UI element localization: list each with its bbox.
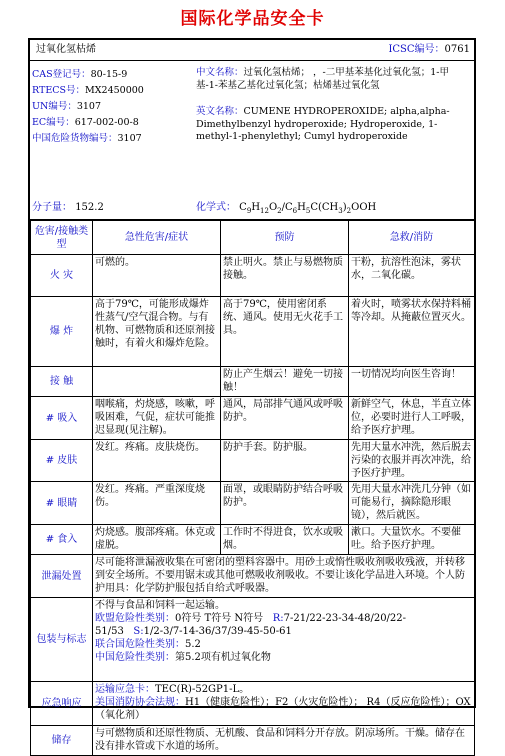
packaging-row xyxy=(31,598,475,682)
header-type: 危害/接触类型 xyxy=(31,221,93,255)
rtecs-number: RTECS号：MX2450000 xyxy=(32,85,144,96)
card-title: 国际化学品安全卡 xyxy=(180,9,325,29)
chemical-formula: 化学式： $C_9H_{12}O_2/C_6H_5C(CH_3)_2OOH$ xyxy=(196,202,377,215)
emergency-row xyxy=(31,682,475,726)
safety-card xyxy=(28,38,476,752)
name-row xyxy=(30,40,474,61)
packaging-label: 包装与标志 xyxy=(31,598,93,682)
chinese-name: 中文名称：过氧化氢枯烯； ，-二甲基苯基化过氧化氢；1-甲基-1-苯基乙基化过氧化氢；枯烯基过氧化氢 xyxy=(196,67,450,91)
storage-text: 与可燃物质和还原性物质、无机酸、食品和饲料分开存放。阴凉场所。干燥。储存在没有排水管或下水道的场所。 xyxy=(93,726,475,756)
english-name: 英文名称：CUMENE HYDROPEROXIDE; alpha,alpha-Dimethylbenzyl hydroperoxide; Hydroperoxide, 1-methyl-1-phenylethyl; Cumyl hydroperoxide xyxy=(196,106,450,142)
ec-number: EC编号：617-002-00-8 xyxy=(32,117,139,128)
table-row: # 食入 灼烧感。腹部疼痛。休克或虚脱。 工作时不得进食，饮水或吸烟。 漱口。大量饮水。不要催吐。给予医疗护理。 xyxy=(31,525,475,555)
identification-block xyxy=(30,61,474,220)
header-prevention: 预防 xyxy=(221,221,349,255)
spill-label: 泄漏处置 xyxy=(31,555,93,598)
table-row: # 吸入 咽喉痛，灼烧感，咳嗽，呼吸困难，气促，症状可能推迟显现(见注解)。 通风，局部排气通风或呼吸防护。 新鲜空气，休息，半直立体位，必要时进行人工呼吸，给予医疗护理。 xyxy=(31,397,475,440)
names-block xyxy=(196,67,468,144)
storage-row xyxy=(31,726,475,756)
table-row: 接 触 防止产生烟云！避免一切接触！ 一切情况均向医生咨询！ xyxy=(31,367,475,397)
cn-dangerous-goods-number: 中国危险货物编号：3107 xyxy=(32,133,142,144)
icsc-label: ICSC编号： xyxy=(388,44,445,55)
spill-row xyxy=(31,555,475,598)
identifier-list xyxy=(32,67,190,147)
table-row: # 眼睛 发红。疼痛。严重深度烧伤。 面罩，或眼睛防护结合呼吸防护。 先用大量水冲洗几分钟（如可能易行，摘除隐形眼镜），然后就医。 xyxy=(31,482,475,525)
packaging-text: 不得与食品和饲料一起运输。 欧盟危险性类别：0符号 T符号 N符号 R:7-21/22-23-34-48/20/22-51/53 S:1/2-3/7-14-36/37/39-45-50-61 联合国危险性类别：5.2 中国危险性类别：第5.2项有机过氧化物 xyxy=(93,598,475,682)
table-row: # 皮肤 发红。疼痛。皮肤烧伤。 防护手套。防护服。 先用大量水冲洗，然后脱去污染的衣服并再次冲洗，给予医疗护理。 xyxy=(31,440,475,482)
chemical-name: 过氧化氢枯烯 xyxy=(36,44,96,55)
cas-number: CAS登记号：80-15-9 xyxy=(32,69,128,80)
icsc-value: 0761 xyxy=(444,44,470,55)
table-row: 火 灾 可燃的。 禁止明火。禁止与易燃物质接触。 干粉，抗溶性泡沫，雾状水，二氧化碳。 xyxy=(31,255,475,297)
molecular-weight: 分子量： 152.2 xyxy=(32,202,104,213)
storage-label: 储存 xyxy=(31,726,93,756)
header-first-aid: 急救/消防 xyxy=(349,221,475,255)
hazard-table xyxy=(30,220,475,756)
icsc-number xyxy=(388,40,470,60)
table-row: 爆 炸 高于79℃，可能形成爆炸性蒸气/空气混合物。与有机物、可燃物质和还原剂接触时，有着火和爆炸危险。 高于79℃，使用密闭系统、通风。使用无火花手工具。 着火时，喷雾状水保持料桶等冷却。从掩蔽位置灭火。 xyxy=(31,297,475,367)
spill-text: 尽可能将泄漏液收集在可密闭的塑料容器中。用砂土或惰性吸收剂吸收残液，并转移到安全场所。不要用锯末或其他可燃吸收剂吸收。不要让该化学品进入环境。个人防护用具：化学防护服包括自给式呼吸器。 xyxy=(93,555,475,598)
un-number: UN编号：3107 xyxy=(32,101,102,112)
table-header-row xyxy=(31,221,475,255)
header-hazard: 急性危害/症状 xyxy=(93,221,221,255)
emergency-label: 应急响应 xyxy=(31,682,93,726)
emergency-text: 运输应急卡：TEC(R)-52GP1-L。 美国消防协会法规：H1（健康危险性）；F2（火灾危险性）； R4（反应危险性）；OX（氧化剂） xyxy=(93,682,475,726)
